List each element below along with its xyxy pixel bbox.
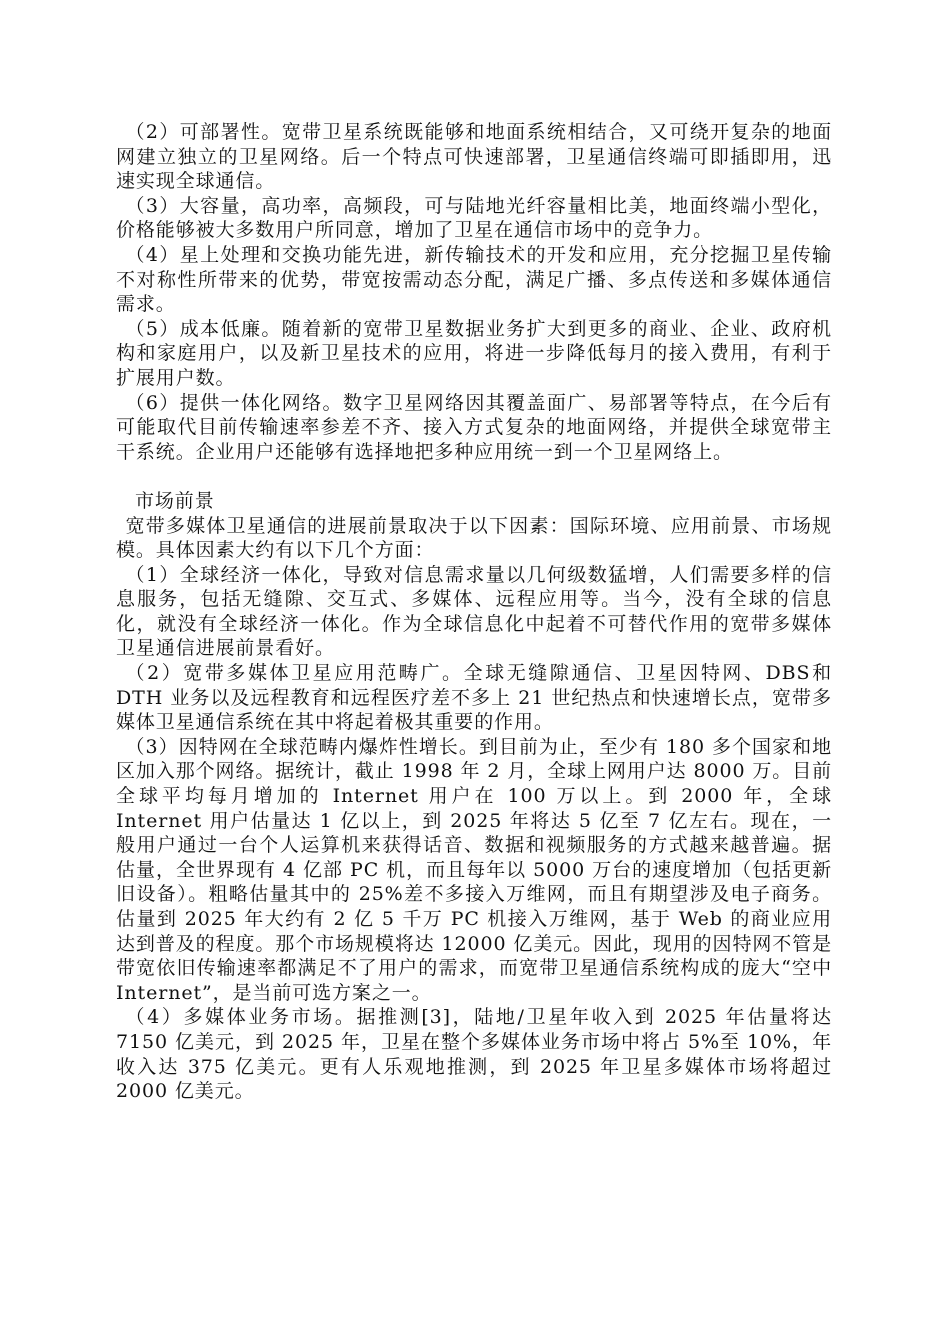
paragraph-spacer [116, 464, 832, 489]
market-paragraph-multimedia-market: （4）多媒体业务市场。据推测[3]，陆地/卫星年收入到 2025 年估量将达 7150 亿美元，到 2025 年，卫星在整个多媒体业务市场中将占 5%至 10%，年收入达 375 亿美元。更有人乐观地推测，到 2025 年卫星多媒体市场将超过 2000 亿美元。 [116, 1006, 832, 1103]
feature-paragraph-onboard-processing: （4）星上处理和交换功能先进，新传输技术的开发和应用，充分挖掘卫星传输不对称性所带来的优势，带宽按需动态分配，满足广播、多点传送和多媒体通信需求。 [116, 243, 832, 316]
feature-paragraph-deployability: （2）可部署性。宽带卫星系统既能够和地面系统相结合，又可绕开复杂的地面网建立独立的卫星网络。后一个特点可快速部署，卫星通信终端可即插即用，迅速实现全球通信。 [116, 121, 832, 193]
market-paragraph-applications: （2）宽带多媒体卫星应用范畴广。全球无缝隙通信、卫星因特网、DBS和 DTH 业务以及远程教育和远程医疗差不多上 21 世纪热点和快速增长点，宽带多媒体卫星通信系统在其中将起着极其重要的作用。 [116, 662, 832, 734]
document-body [116, 120, 832, 1104]
market-paragraph-internet-growth: （3）因特网在全球范畴内爆炸性增长。到目前为止，至少有 180 多个国家和地区加入那个网络。据统计，截止 1998 年 2 月，全球上网用户达 8000 万。目前全球平均每月增加的 Internet 用户在 100 万以上。到 2000 年，全球 Internet 用户估量达 1 亿以上，到 2025 年将达 5 亿至 7 亿左右。现在，一般用户通过一台个人运算机来获得话音、数据和视频服务的方式越来越普遍。据估量，全世界现有 4 亿部 PC 机，而且每年以 5000 万台的速度增加（包括更新旧设备）。粗略估量其中的 25%差不多接入万维网，而且有期望涉及电子商务。估量到 2025 年大约有 2 亿 5 千万 PC 机接入万维网，基于 Web 的商业应用达到普及的程度。那个市场规模将达 12000 亿美元。因此，现用的因特网不管是带宽依旧传输速率都满足不了用户的需求，而宽带卫星通信系统构成的庞大“空中 Internet”，是当前可选方案之一。 [116, 735, 832, 1004]
section-heading-market-outlook: 市场前景 [135, 489, 215, 512]
market-intro-paragraph: 宽带多媒体卫星通信的进展前景取决于以下因素：国际环境、应用前景、市场规模。具体因素大约有以下几个方面： [116, 514, 832, 562]
feature-paragraph-low-cost: （5）成本低廉。随着新的宽带卫星数据业务扩大到更多的商业、企业、政府机构和家庭用户，以及新卫星技术的应用，将进一步降低每月的接入费用，有利于扩展用户数。 [116, 317, 832, 389]
feature-paragraph-integrated-network: （6）提供一体化网络。数字卫星网络因其覆盖面广、易部署等特点，在今后有可能取代目前传输速率参差不齐、接入方式复杂的地面网络，并提供全球宽带主干系统。企业用户还能够有选择地把多种应用统一到一个卫星网络上。 [116, 391, 832, 463]
feature-paragraph-capacity: （3）大容量，高功率，高频段，可与陆地光纤容量相比美，地面终端小型化，价格能够被大多数用户所同意，增加了卫星在通信市场中的竞争力。 [116, 194, 832, 242]
market-paragraph-globalization: （1）全球经济一体化，导致对信息需求量以几何级数猛增，人们需要多样的信息服务，包括无缝隙、交互式、多媒体、远程应用等。当今，没有全球的信息化，就没有全球经济一体化。作为全球信息化中起着不可替代作用的宽带多媒体卫星通信进展前景看好。 [116, 563, 832, 660]
